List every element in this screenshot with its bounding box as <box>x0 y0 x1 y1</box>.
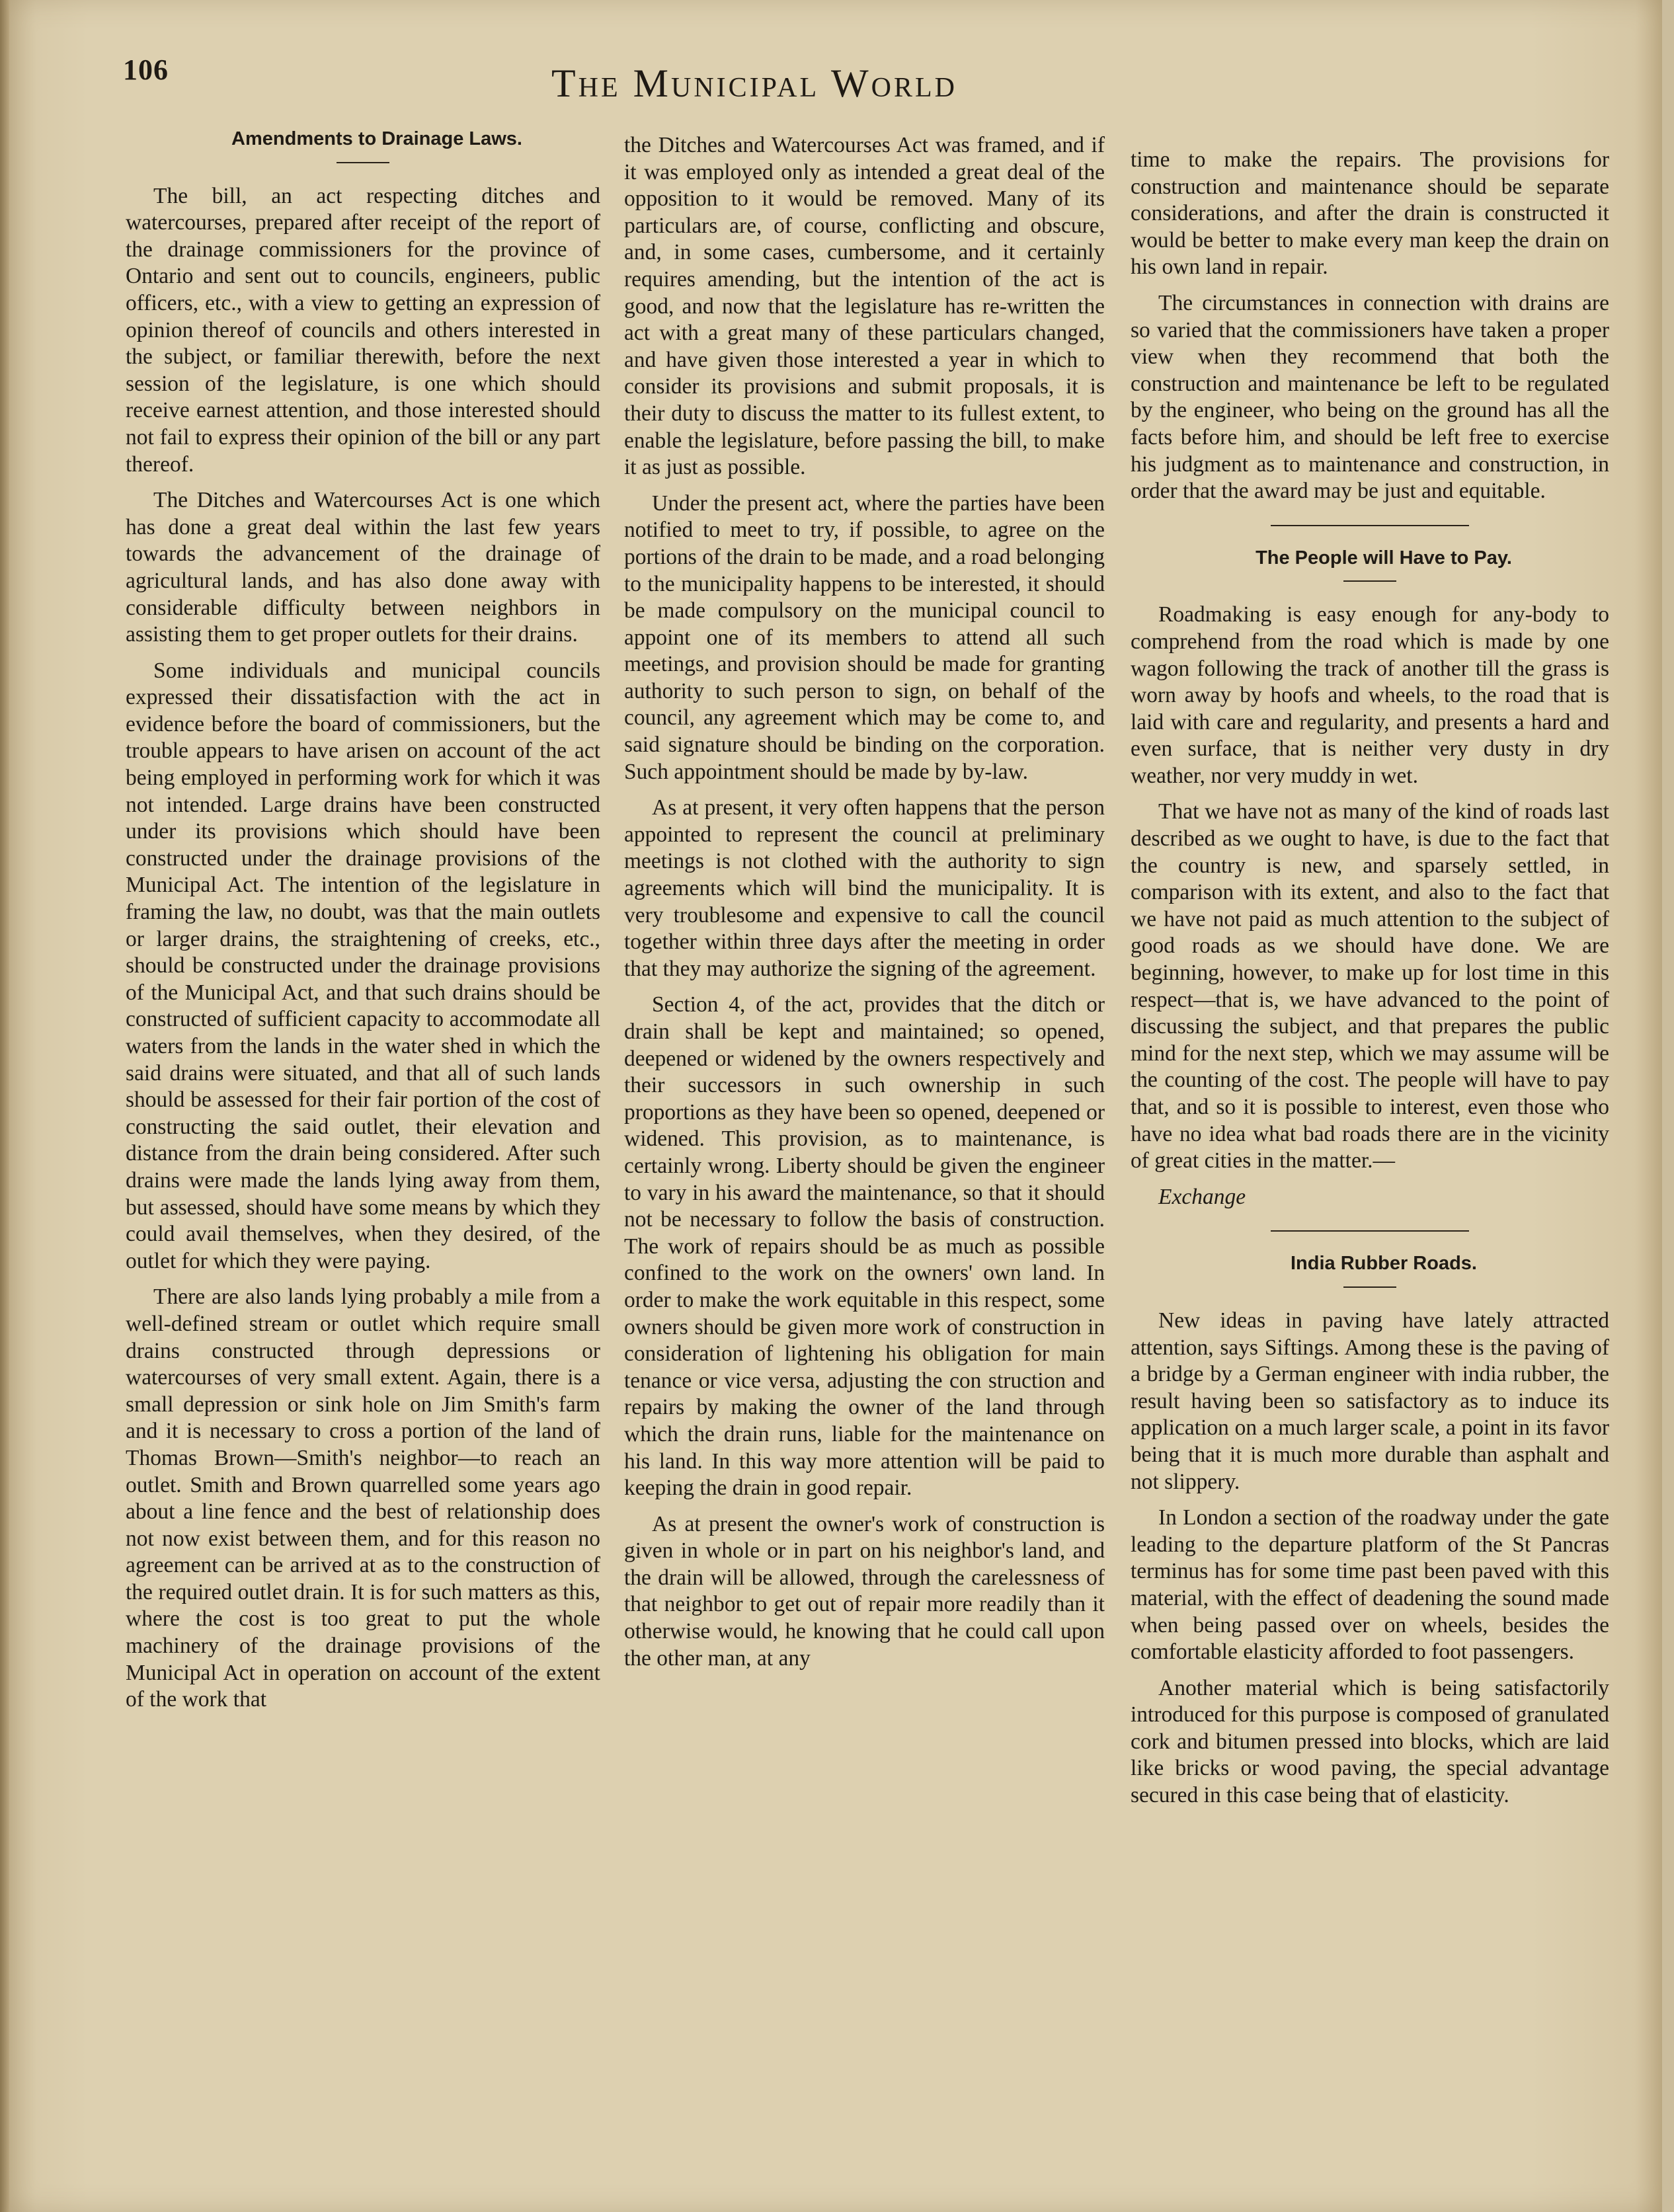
section-rule <box>1271 525 1469 526</box>
paragraph: the Ditches and Watercourses Act was framed, and if it was employed only as intended a great deal of the opposition to it would be removed. Many of its particulars are, of course, conflicting and obscure, and, in some cases, cumbersome, and it certainly requires amending, but the intention of the act is good, and now that the legislature has re-written the act with a great many of these particulars changed, and have given those interested a year in which to consider its provisions and submit proposals, it is their duty to discuss the matter to its fullest extent, to enable the legislature, before passing the bill, to make it as just as possible. <box>624 133 1105 480</box>
column-2 <box>624 132 1105 1681</box>
paragraph: As at present, it very often happens that the person appointed to represent the council at preliminary meetings is not clothed with the authority to sign agreements which will bind the municipality. It is very troublesome and expensive to call the council together within three days after the meeting in order that they may authorize the signing of the agreement. <box>624 795 1105 981</box>
article-heading-rubber-roads: India Rubber Roads. <box>1291 1253 1477 1275</box>
paragraph: The Ditches and Watercourses Act is one which has done a great deal within the last few years towards the advancement of the drainage of agricultural lands, and has also done away with considerable difficulty between neighbors in assisting them to get proper outlets for their drains. <box>126 488 600 647</box>
paragraph: Section 4, of the act, provides that the ditch or drain shall be kept and maintained; so opened, deepened or widened by the owners respectively and their successors in such ownership in such proportions as they have been so opened, deepened or widened. This provision, as to maintenance, is certainly wrong. Liberty should be given the engineer to vary in his award the maintenance, so that it should not be necessary to follow the basis of construction. The work of repairs should be as much as possible confined to the work on the owners' own land. In order to make the work equitable in this respect, some owners should be given more work of construction in consideration of lightening his obligation for main tenance or vice versa, adjusting the con struction and repairs by making the owner of the land through which the drain runs, liable for the maintenance on his land. In this way more attention will be paid to keeping the drain in good repair. <box>624 992 1105 1501</box>
paragraph: Roadmaking is easy enough for any-body to comprehend from the road which is made by one wagon following the track of another till the grass is worn away by hoofs and wheels, to the road that is laid with care and regularity, and presents a hard and even surface, that is neither very dusty in dry weather, nor very muddy in wet. <box>1131 602 1609 788</box>
binding-spine <box>0 0 9 2212</box>
paragraph: Another material which is being satisfactorily introduced for this purpose is composed of granulated cork and bitumen pressed into blocks, which are laid like bricks or wood paving, the special advantage secured in this case being that of elasticity. <box>1131 1675 1609 1808</box>
paragraph: As at present the owner's work of construction is given in whole or in part on his neighbor's land, and the drain will be allowed, through the carelessness of that neighbor to get out of repair more readily than it otherwise would, he knowing that he could call upon the other man, at any <box>624 1511 1105 1671</box>
column-1 <box>126 126 600 1723</box>
paragraph: The bill, an act respecting ditches and watercourses, prepared after receipt of the report of the drainage commissioners for the province of Ontario and sent out to councils, engineers, public officers, etc., with a view to getting an expression of opinion thereof of councils and others interested in the subject, or familiar therewith, before the next session of the legislature, is one which should receive earnest attention, and those interested should not fail to express their opinion of the bill or any part thereof. <box>126 183 600 477</box>
newspaper-page <box>9 0 1662 2212</box>
running-head: The Municipal World <box>551 61 958 105</box>
paragraph: That we have not as many of the kind of roads last described as we ought to have, is due to the fact that the country is new, and sparsely settled, in comparison with its extent, and also to the fact that we have not paid as much attention to the subject of good roads as we should have done. We are beginning, however, to make up for lost time in this respect—that is, we have advanced to the point of discussing the subject, and that prepares the public mind for the next step, which we may assume will be the counting of the cost. The people will have to pay that, and so it is possible to interest, even those who have no idea what bad roads there are in the vicinity of great cities in the matter.— <box>1131 799 1609 1173</box>
paragraph: time to make the repairs. The provisions for construction and maintenance should be separate considerations, and after the drain is constructed it would be better to make every man keep the drain on his own land in repair. <box>1131 147 1609 280</box>
paragraph: The circumstances in connection with drains are so varied that the commissioners have taken a proper view when they recommend that both the construction and maintenance be left to be regulated by the engineer, who being on the ground has all the facts before him, and should be left free to exercise his judgment as to maintenance and construction, in order that the award may be just and equitable. <box>1131 290 1609 504</box>
paragraph: New ideas in paving have lately attracted attention, says Siftings. Among these is the paving of a bridge by a German engineer with india rubber, the result having been so satisfactory as to induce its application on a much larger scale, a point in its favor being that it is much more durable than asphalt and not slippery. <box>1131 1308 1609 1494</box>
heading-rule <box>1343 1286 1396 1288</box>
paragraph: In London a section of the roadway under the gate leading to the departure platform of the St Pancras terminus has for some time past been paved with this material, with the effect of deadening the sound made when being passed over on wheels, besides the comfortable elasticity afforded to foot passengers. <box>1131 1505 1609 1665</box>
paragraph: Some individuals and municipal councils expressed their dissatisfaction with the act in evidence before the board of commissioners, but the trouble appears to have arisen on account of the act being employed in performing work for which it was not intended. Large drains have been constructed under its provisions which should have been constructed under the drainage provisions of the Municipal Act. The intention of the legislature in framing the law, no doubt, was that the main outlets or larger drains, the straightening of creeks, etc., should be constructed under the drainage provisions of the Municipal Act, and that such drains should be constructed of sufficient capacity to accommodate all waters from the lands in the water shed in which the said drains were situated, and that all of such lands should be assessed for their fair portion of the cost of constructing the said outlet, their elevation and distance from the drain being considered. After such drains were made the lands lying away from them, but assessed, should have some means by which they could avail themselves, when they desired, of the outlet for which they were paying. <box>126 658 600 1273</box>
article-heading-drainage: Amendments to Drainage Laws. <box>231 128 522 149</box>
paragraph: There are also lands lying probably a mile from a well-defined stream or outlet which require small drains constructed through depressions or watercourses of very small extent. Again, there is a small depression or sink hole on Jim Smith's farm and it is necessary to cross a portion of the land of Thomas Brown—Smith's neighbor—to reach an outlet. Smith and Brown quarrelled some years ago about a line fence and the best of relationship does not now exist between them, and for this reason no agreement can be arrived at as to the construction of the required outlet drain. It is for such matters as this, where the cost is too great to put the whole machinery of the drainage provisions of the Municipal Act in operation on account of the extent of the work that <box>126 1284 600 1712</box>
heading-rule <box>337 162 389 163</box>
article-heading-people-pay: The People will Have to Pay. <box>1256 547 1512 569</box>
section-rule <box>1271 1230 1469 1232</box>
source-credit: Exchange <box>1158 1184 1246 1209</box>
paragraph: Under the present act, where the parties have been notified to meet to try, if possible, to agree on the portions of the drain to be made, and a road belonging to the municipality happens to be interested, it should be made compulsory on the municipal council to appoint one of its members to attend all such meetings, and provision should be made for granting authority to such person to sign, on behalf of the council, any agreement which may be come to, and said signature should be binding on the corporation. Such appointment should be made by by-law. <box>624 491 1105 784</box>
column-3 <box>1131 147 1609 1819</box>
heading-rule <box>1343 580 1396 582</box>
page-number: 106 <box>123 54 169 86</box>
